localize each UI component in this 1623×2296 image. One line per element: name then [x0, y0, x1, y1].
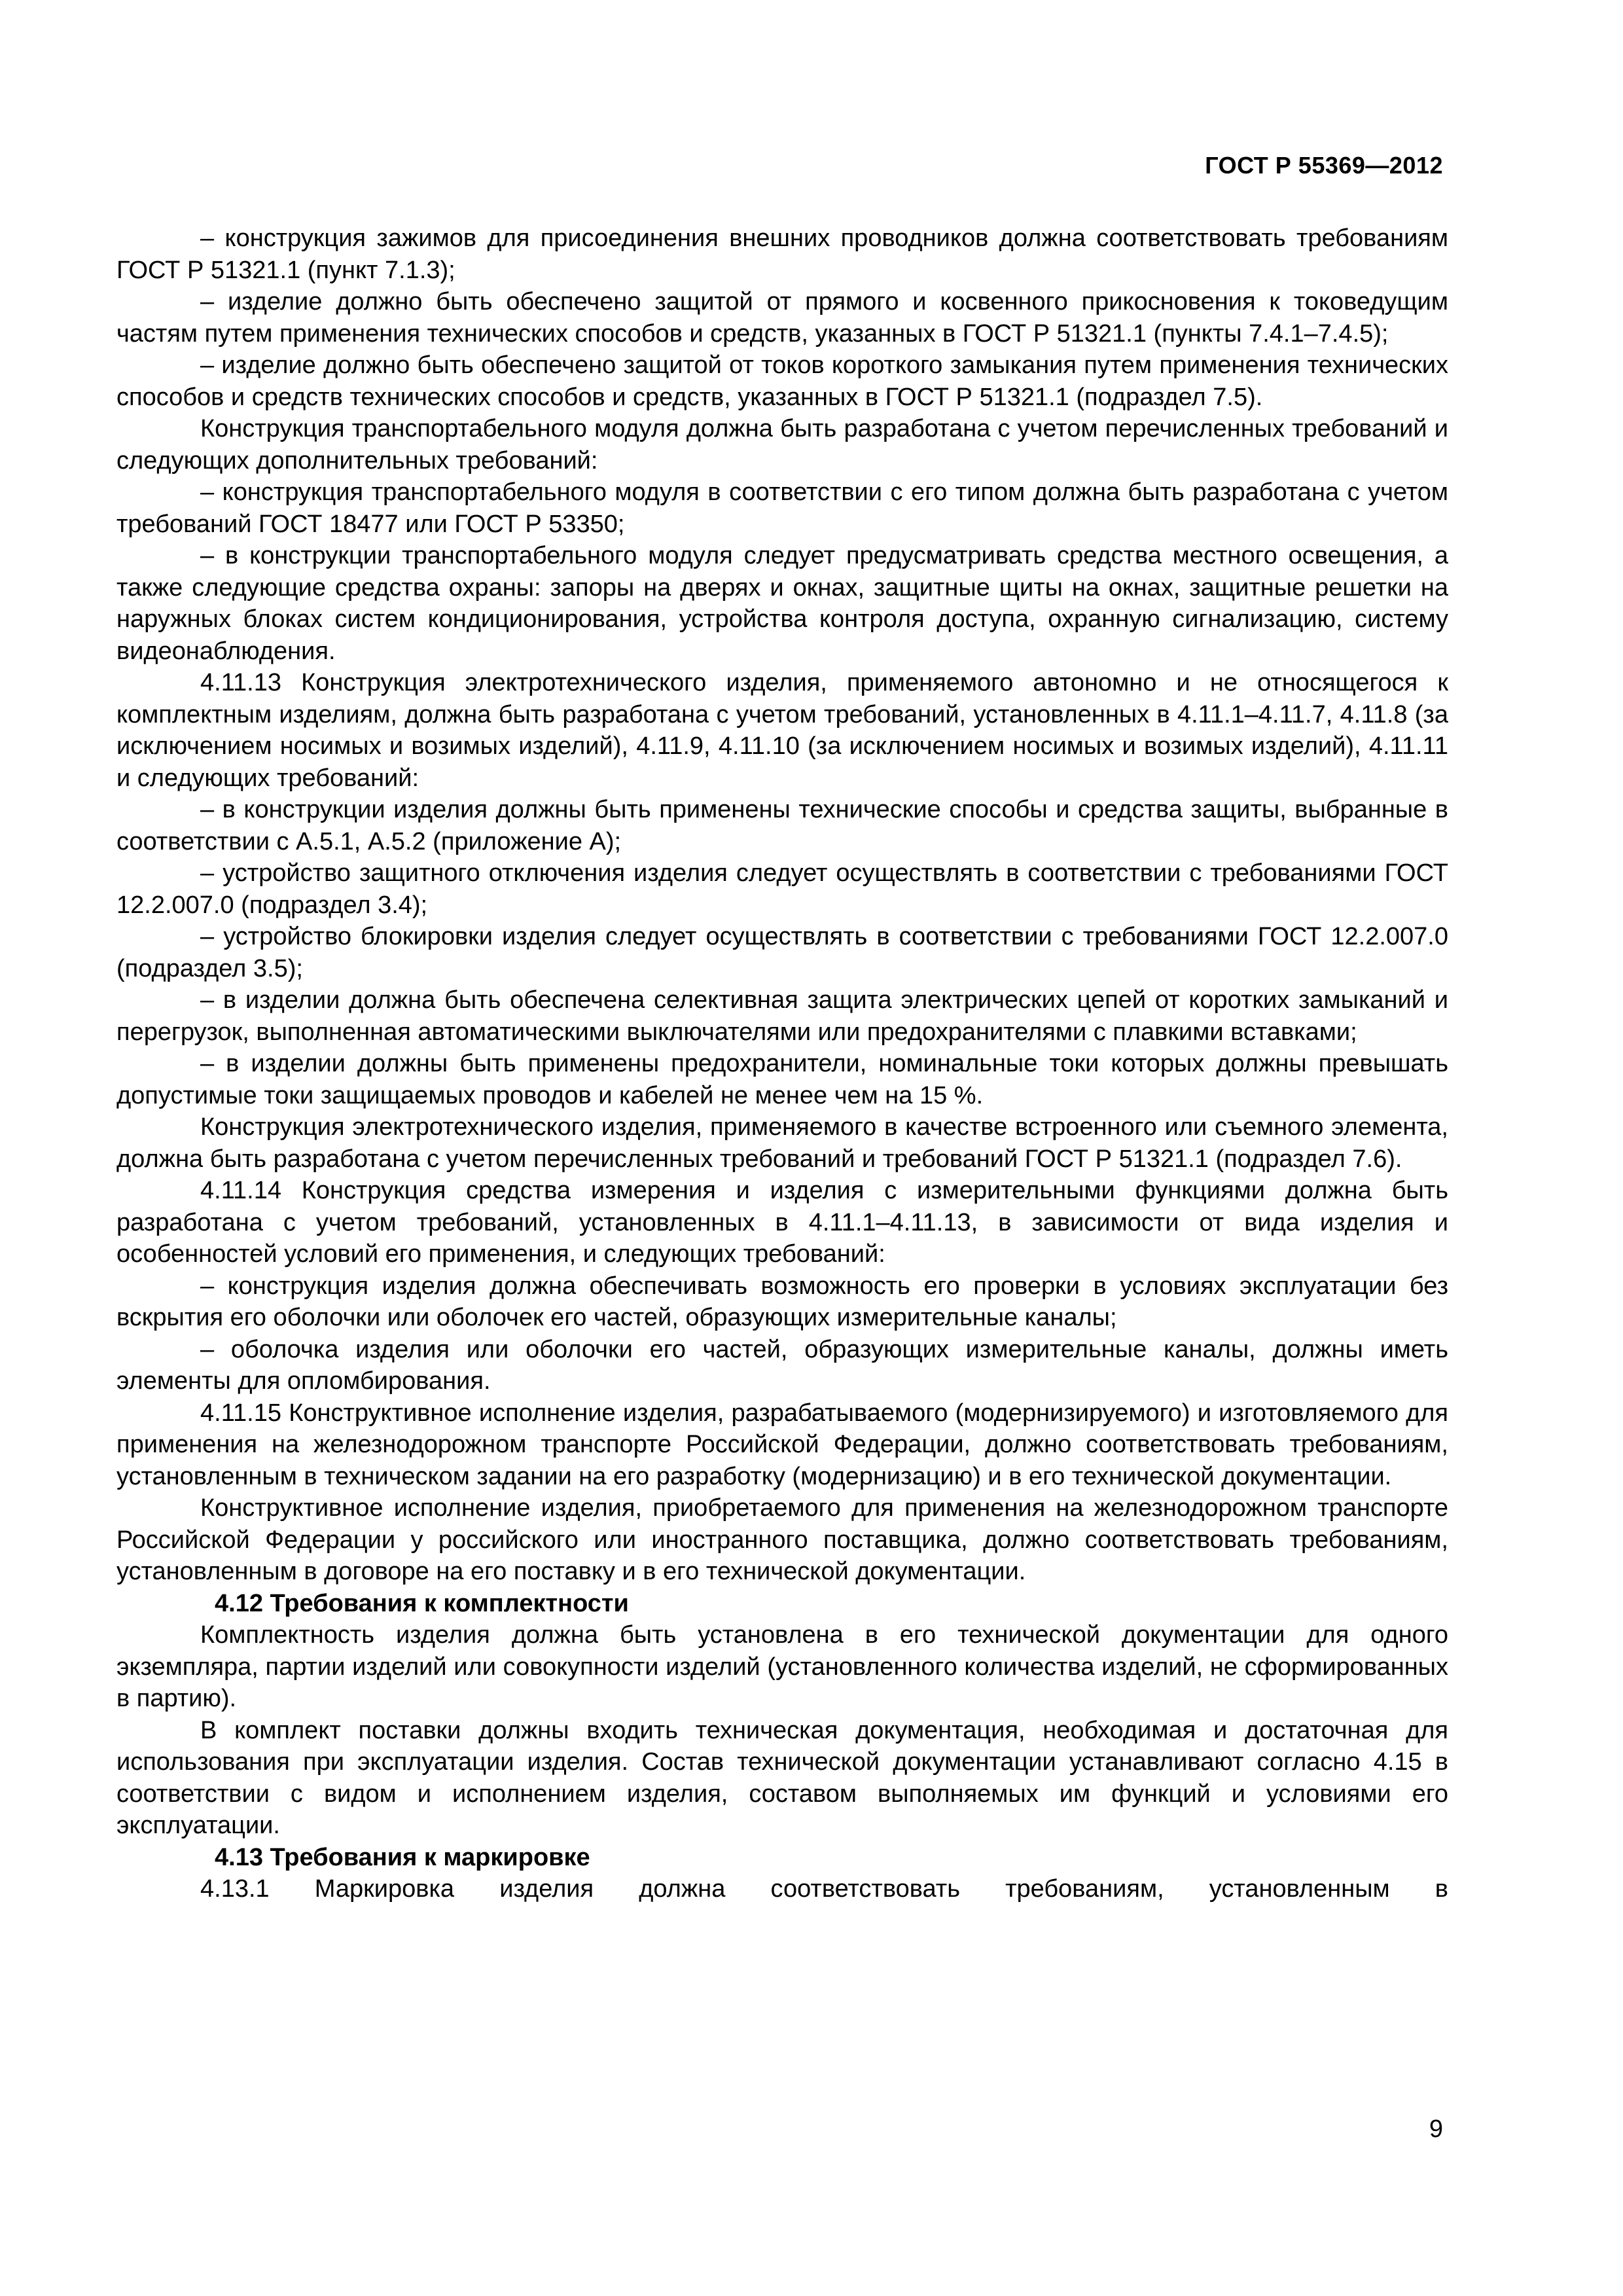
paragraph: 4.11.14 Конструкция средства измерения и изделия с измерительными функциями должна быть разработана с учетом требований, установленных в 4.11.1–4.11.13, в зависимости от вида изделия и особенностей условий его применения, и следующих требований: [116, 1177, 1448, 1268]
paragraph: Конструкция электротехнического изделия, применяемого в качестве встроенного или съемного элемента, должна быть разработана с учетом перечисленных требований и требований ГОСТ Р 51321.1 (подраздел 7.6). [116, 1113, 1448, 1173]
paragraph: – конструкция транспортабельного модуля в соответствии с его типом должна быть разработана с учетом требований ГОСТ 18477 или ГОСТ Р 53350; [116, 478, 1448, 538]
paragraph: – устройство блокировки изделия следует осуществлять в соответствии с требованиями ГОСТ 12.2.007.0 (подраздел 3.5); [116, 923, 1448, 982]
paragraph: 4.11.13 Конструкция электротехнического изделия, применяемого автономно и не относящегося к комплектным изделиям, должна быть разработана с учетом требований, установленных в 4.11.1–4.11.7, 4.11.8 (за исключением носимых и возимых изделий), 4.11.9, 4.11.10 (за исключением носимых и возимых изделий), 4.11.11 и следующих требований: [116, 669, 1448, 792]
paragraph: – изделие должно быть обеспечено защитой от прямого и косвенного прикосновения к токоведущим частям путем применения технических способов и средств, указанных в ГОСТ Р 51321.1 (пункты 7.4.1–7.4.5); [116, 288, 1448, 348]
paragraph: – в изделии должна быть обеспечена селективная защита электрических цепей от коротких замыканий и перегрузок, выполненная автоматическими выключателями или предохранителями с плавкими вставками; [116, 986, 1448, 1046]
paragraph: 4.11.15 Конструктивное исполнение изделия, разрабатываемого (модернизируемого) и изготовляемого для применения на железнодорожном транспорте Российской Федерации, должно соответствовать требованиям, установленным в техническом задании на его разработку (модернизацию) и в его технической документации. [116, 1399, 1448, 1490]
paragraph: В комплект поставки должны входить техническая документация, необходимая и достаточная для использования при эксплуатации изделия. Состав технической документации устанавливают согласно 4.15 в соответствии с видом и исполнением изделия, составом выполняемых им функций и условиями его эксплуатации. [116, 1716, 1448, 1839]
paragraph: Конструктивное исполнение изделия, приобретаемого для применения на железнодорожном транспорте Российской Федерации у российского или иностранного поставщика, должно соответствовать требованиям, установленным в договоре на его поставку и в его технической документации. [116, 1494, 1448, 1585]
paragraph: – в конструкции транспортабельного модуля следует предусматривать средства местного освещения, а также следующие средства охраны: запоры на дверях и окнах, защитные щиты на окнах, защитные решетки на наружных блоках систем кондиционирования, устройства контроля доступа, охранную сигнализацию, систему видеонаблюдения. [116, 542, 1448, 665]
paragraph: – изделие должно быть обеспечено защитой от токов короткого замыкания путем применения технических способов и средств технических способов и средств, указанных в ГОСТ Р 51321.1 (подраздел 7.5). [116, 351, 1448, 411]
paragraph: – конструкция зажимов для присоединения внешних проводников должна соответствовать требованиям ГОСТ Р 51321.1 (пункт 7.1.3); [116, 224, 1448, 284]
paragraph: Комплектность изделия должна быть установлена в его технической документации для одного экземпляра, партии изделий или совокупности изделий (установленного количества изделий, не сформированных в партию). [116, 1621, 1448, 1712]
paragraph: – оболочка изделия или оболочки его частей, образующих измерительные каналы, должны иметь элементы для опломбирования. [116, 1335, 1448, 1395]
paragraph: – конструкция изделия должна обеспечивать возможность его проверки в условиях эксплуатации без вскрытия его оболочки или оболочек его частей, образующих измерительные каналы; [116, 1272, 1448, 1331]
paragraph: – в изделии должны быть применены предохранители, номинальные токи которых должны превышать допустимые токи защищаемых проводов и кабелей не менее чем на 15 %. [116, 1050, 1448, 1109]
paragraph: Конструкция транспортабельного модуля должна быть разработана с учетом перечисленных требований и следующих дополнительных требований: [116, 415, 1448, 475]
section-heading-4-13: 4.13 Требования к маркировке [215, 1843, 590, 1871]
document-header: ГОСТ Р 55369—2012 [1205, 152, 1443, 179]
paragraph: 4.13.1 Маркировка изделия должна соответствовать требованиям, установленным в [200, 1875, 1448, 1903]
paragraph: – устройство защитного отключения изделия следует осуществлять в соответствии с требованиями ГОСТ 12.2.007.0 (подраздел 3.4); [116, 859, 1448, 919]
page-number: 9 [1429, 2115, 1443, 2143]
paragraph: – в конструкции изделия должны быть применены технические способы и средства защиты, выбранные в соответствии с А.5.1, А.5.2 (приложение А); [116, 796, 1448, 855]
page-body [116, 223, 1448, 1905]
section-heading-4-12: 4.12 Требования к комплектности [215, 1589, 629, 1617]
